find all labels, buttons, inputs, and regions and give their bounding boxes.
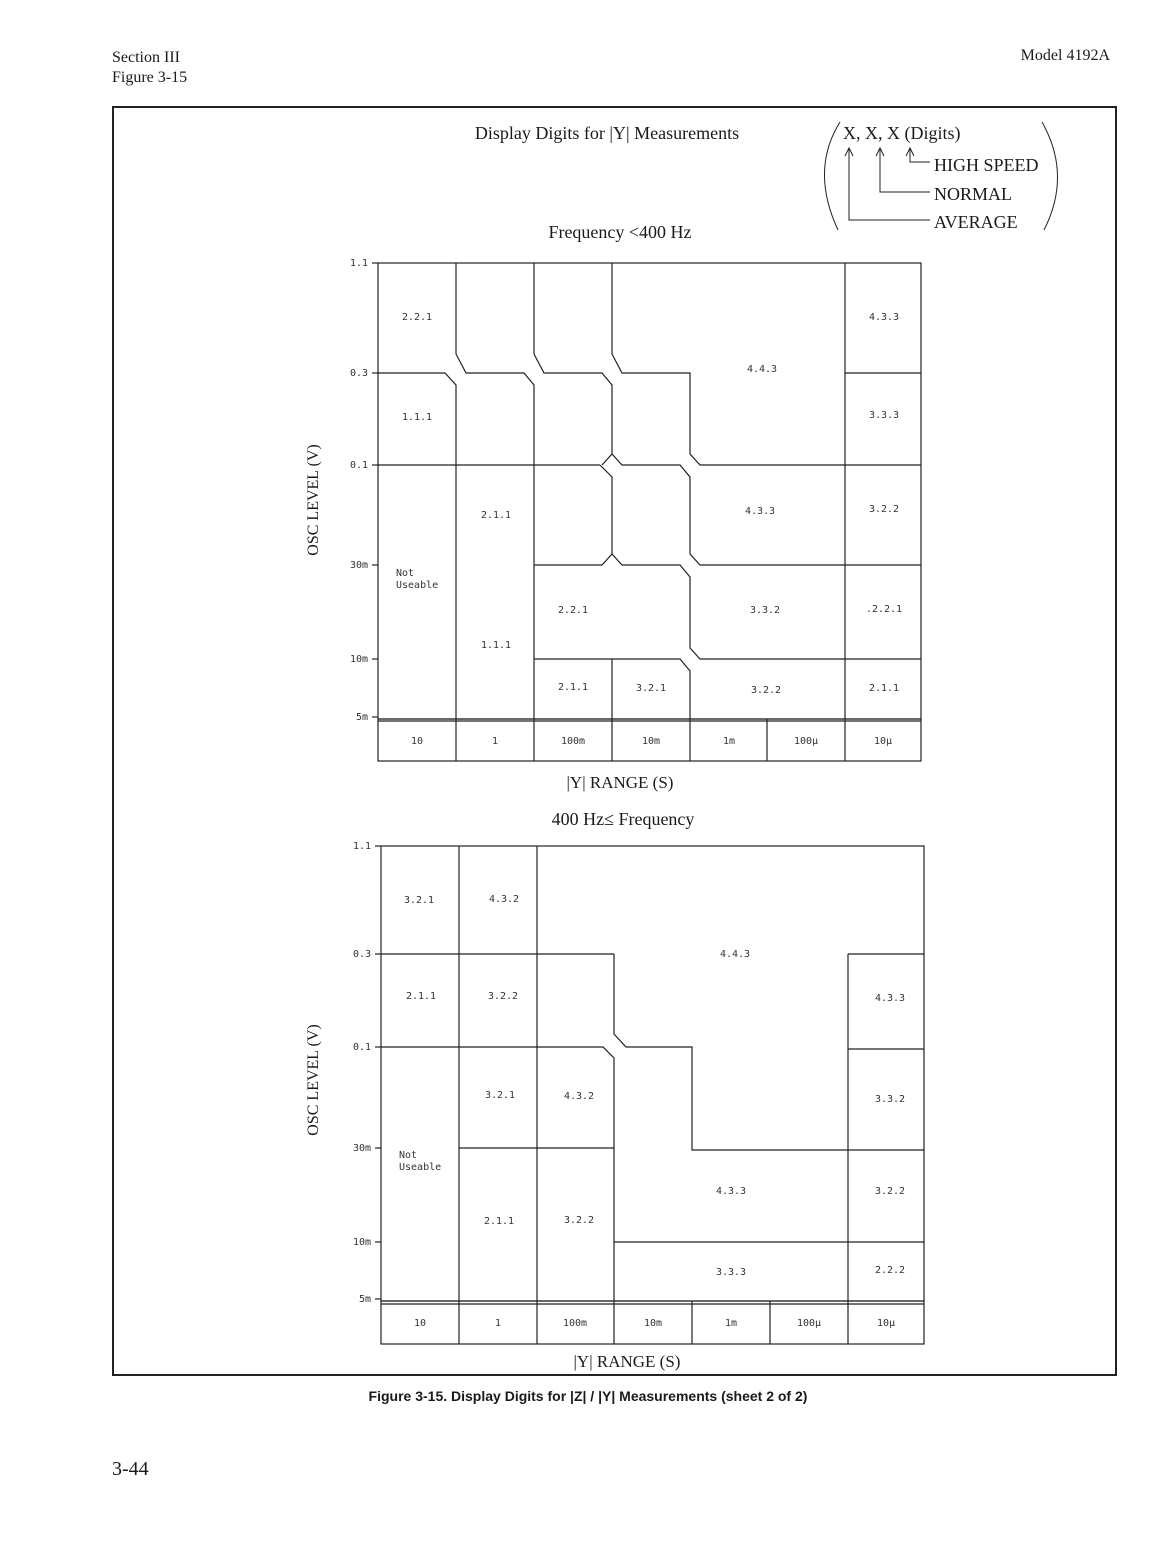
cell-label: 2.1.1: [483, 1216, 515, 1227]
x-range-label: 1: [491, 736, 499, 747]
x-range-label: 1m: [724, 1318, 738, 1329]
cell-label: 4.3.3: [715, 1186, 747, 1197]
x-range-label: 10μ: [876, 1318, 896, 1329]
cell-label: 3.2.1: [484, 1090, 516, 1101]
x-range-label: 10: [410, 736, 424, 747]
cell-label: 3.2.2: [874, 1186, 906, 1197]
x-range-label: 10: [413, 1318, 427, 1329]
cell-label: 4.4.3: [746, 364, 778, 375]
cell-label: 4.3.3: [874, 993, 906, 1004]
x-range-label: 10μ: [873, 736, 893, 747]
x-range-label: 100μ: [796, 1318, 822, 1329]
cell-label: 3.3.2: [874, 1094, 906, 1105]
cell-label: Not: [396, 568, 415, 579]
chart-2-y-ticks: [353, 841, 371, 1305]
chart-1-y-ticks: [350, 258, 368, 723]
cell-label: Useable: [396, 580, 439, 591]
y-tick: 10m: [349, 654, 368, 665]
y-tick: 0.1: [352, 1042, 371, 1053]
y-tick: 30m: [352, 1143, 371, 1154]
cell-label: 3.3.3: [868, 410, 900, 421]
legend-format: X, X, X (Digits): [843, 123, 961, 143]
chart-2-title: 400 Hz≤ Frequency: [551, 809, 695, 829]
y-tick: 0.3: [352, 949, 371, 960]
cell-label: 3.3.2: [749, 605, 781, 616]
cell-label: 4.3.3: [744, 506, 776, 517]
cell-label: 3.2.2: [487, 991, 519, 1002]
cell-label: 1.1.1: [401, 412, 433, 423]
cell-label: 3.2.2: [750, 685, 782, 696]
page-number: 3-44: [112, 1458, 149, 1480]
y-tick: 10m: [352, 1237, 371, 1248]
chart-2-y-ticks-lines: [375, 846, 381, 1299]
cell-label: 3.2.1: [403, 895, 435, 906]
cell-label: 4.3.3: [868, 312, 900, 323]
cell-label: 2.1.1: [868, 683, 900, 694]
y-tick: 1.1: [352, 841, 371, 852]
chart-1-cells: [396, 312, 902, 696]
cell-label: Useable: [399, 1162, 442, 1173]
cell-label: 2.1.1: [405, 991, 437, 1002]
chart-1-outer: [378, 263, 921, 719]
model-label: Model 4192A: [1020, 47, 1110, 64]
cell-label: .2.2.1: [865, 604, 903, 615]
chart-1-x-ranges: [411, 736, 892, 747]
cell-label: 2.2.1: [557, 605, 589, 616]
cell-label: 3.2.2: [868, 504, 900, 515]
cell-label: 4.3.2: [488, 894, 520, 905]
figure-label: Figure 3-15: [112, 69, 188, 86]
x-range-label: 100μ: [793, 736, 819, 747]
y-tick: 5m: [358, 1294, 371, 1305]
x-range-label: 10m: [643, 1318, 663, 1329]
cell-label: 4.4.3: [719, 949, 751, 960]
x-range-label: 100m: [562, 1318, 588, 1329]
chart-2-outer: [381, 846, 924, 1301]
chart-1-region-borders: [378, 263, 921, 719]
y-tick: 0.3: [349, 368, 368, 379]
figure-title: Display Digits for |Y| Measurements: [474, 123, 740, 143]
chart-1-ylabel: OSC LEVEL (V): [305, 444, 322, 556]
cell-label: 3.3.3: [715, 1267, 747, 1278]
cell-label: 2.1.1: [480, 510, 512, 521]
chart-2-region-borders: [381, 846, 924, 1301]
chart-1-xlabel: |Y| RANGE (S): [566, 773, 674, 792]
legend-average: AVERAGE: [934, 212, 1018, 232]
x-range-label: 10m: [641, 736, 661, 747]
chart-1-y-ticks-lines: [372, 263, 378, 717]
chart-2-ylabel: OSC LEVEL (V): [305, 1024, 322, 1136]
legend-normal: NORMAL: [934, 184, 1013, 204]
legend-high-speed: HIGH SPEED: [934, 155, 1039, 175]
x-range-label: 1: [494, 1318, 502, 1329]
y-tick: 30m: [349, 560, 368, 571]
cell-label: 2.2.1: [401, 312, 433, 323]
y-tick: 5m: [355, 712, 368, 723]
chart-2-xlabel: |Y| RANGE (S): [573, 1352, 681, 1371]
chart-2-cells: [399, 894, 905, 1278]
x-range-label: 1m: [722, 736, 736, 747]
chart-2-x-ranges: [414, 1318, 895, 1329]
figure-caption: Figure 3-15. Display Digits for |Z| / |Y| Measurements (sheet 2 of 2): [368, 1388, 808, 1404]
cell-label: 2.1.1: [557, 682, 589, 693]
chart-2: [305, 809, 924, 1371]
chart-1-title: Frequency <400 Hz: [548, 222, 692, 242]
cell-label: 2.2.2: [874, 1265, 906, 1276]
cell-label: 3.2.1: [635, 683, 667, 694]
cell-label: Not: [399, 1150, 418, 1161]
cell-label: 4.3.2: [563, 1091, 595, 1102]
y-tick: 0.1: [349, 460, 368, 471]
cell-label: 3.2.2: [563, 1215, 595, 1226]
section-label: Section III: [112, 49, 180, 66]
chart-1: [305, 222, 921, 792]
x-range-label: 100m: [560, 736, 586, 747]
y-tick: 1.1: [349, 258, 368, 269]
cell-label: 1.1.1: [480, 640, 512, 651]
